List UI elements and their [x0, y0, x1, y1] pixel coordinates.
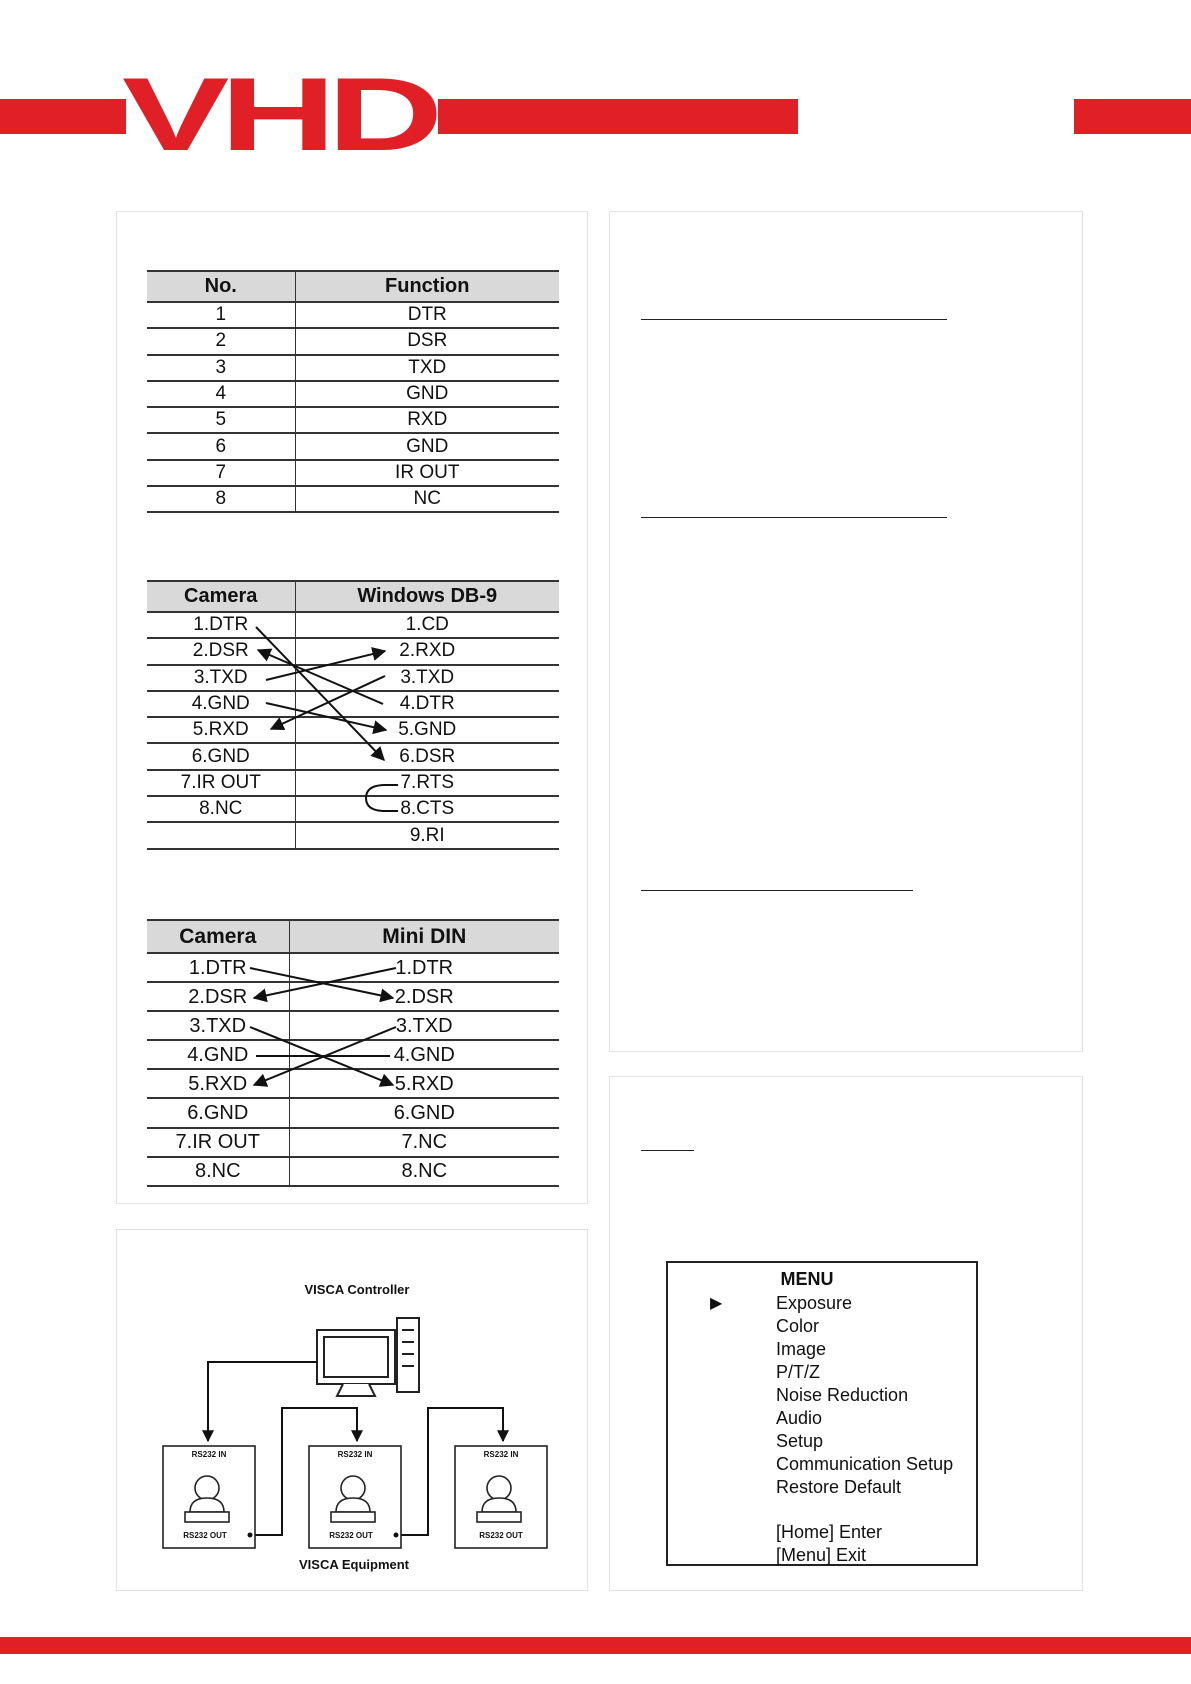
mini-din-pin: 1.DTR: [289, 953, 559, 982]
cam3-in-label: RS232 IN: [483, 1450, 519, 1459]
menu-item-audio[interactable]: Audio: [776, 1408, 823, 1428]
menu-item-restore-default[interactable]: Restore Default: [776, 1477, 902, 1497]
header-no: No.: [147, 271, 295, 302]
menu-hint-exit: [Menu] Exit: [776, 1545, 867, 1565]
camera-pin: 8.NC: [147, 1157, 289, 1186]
camera-pin: 6.GND: [147, 1098, 289, 1127]
pin-no: 4: [147, 381, 295, 407]
mini-din-pin: 4.GND: [289, 1040, 559, 1069]
header-camera: Camera: [147, 920, 289, 953]
footer-bar: [0, 1637, 1191, 1654]
link-controller-cam1: [208, 1362, 317, 1441]
mini-din-pin: 2.DSR: [289, 982, 559, 1011]
pin-no: 1: [147, 302, 295, 328]
db9-pin: 9.RI: [295, 822, 559, 848]
pin-no: 5: [147, 407, 295, 433]
pin-function: RXD: [295, 407, 559, 433]
visca-equipment-label: VISCA Equipment: [298, 1557, 410, 1572]
camera-pin: 7.IR OUT: [147, 770, 295, 796]
pin-function: NC: [295, 486, 559, 512]
menu-item-setup[interactable]: Setup: [776, 1431, 824, 1451]
db9-pin: 2.RXD: [295, 638, 559, 664]
pin-no: 6: [147, 433, 295, 459]
header-camera: Camera: [147, 581, 295, 612]
menu-item-ptz[interactable]: P/T/Z: [776, 1362, 820, 1382]
pin-no: 3: [147, 355, 295, 381]
visca-controller-label: VISCA Controller: [304, 1282, 410, 1297]
mini-din-pin: 7.NC: [289, 1128, 559, 1157]
computer-icon: [317, 1318, 419, 1396]
cam2-in-label: RS232 IN: [337, 1450, 373, 1459]
menu-item-exposure[interactable]: Exposure: [776, 1293, 853, 1313]
pin-function: GND: [295, 433, 559, 459]
osd-menu: [666, 1261, 978, 1566]
db9-pin: 7.RTS: [295, 770, 559, 796]
menu-title: MENU: [780, 1269, 834, 1289]
camera-pin: 8.NC: [147, 796, 295, 822]
camera-pin: 7.IR OUT: [147, 1128, 289, 1157]
camera-pin: 4.GND: [147, 691, 295, 717]
pin-function: IR OUT: [295, 460, 559, 486]
mini-din-pin: 6.GND: [289, 1098, 559, 1127]
header-mini-din: Mini DIN: [289, 920, 559, 953]
pin-no: 7: [147, 460, 295, 486]
header-db9: Windows DB-9: [295, 581, 559, 612]
pin-no: 2: [147, 328, 295, 354]
camera-pin: 2.DSR: [147, 638, 295, 664]
db9-pin: 3.TXD: [295, 665, 559, 691]
camera-pin: 6.GND: [147, 743, 295, 769]
db9-pin: 4.DTR: [295, 691, 559, 717]
camera-pin: 3.TXD: [147, 665, 295, 691]
mini-din-pin: 5.RXD: [289, 1069, 559, 1098]
camera-pin: 4.GND: [147, 1040, 289, 1069]
camera-pin: 5.RXD: [147, 1069, 289, 1098]
pin-function: DTR: [295, 302, 559, 328]
camera-pin: 1.DTR: [147, 612, 295, 638]
camera-pin: 2.DSR: [147, 982, 289, 1011]
menu-item-color[interactable]: Color: [776, 1316, 820, 1336]
header-function: Function: [295, 271, 559, 302]
logo-text: VHD: [122, 72, 437, 156]
camera-pin: 1.DTR: [147, 953, 289, 982]
db9-pin: 5.GND: [295, 717, 559, 743]
cam1-out-label: RS232 OUT: [183, 1531, 227, 1540]
menu-item-image[interactable]: Image: [776, 1339, 827, 1359]
db9-pin: 1.CD: [295, 612, 559, 638]
pin-function: DSR: [295, 328, 559, 354]
db9-pin: 8.CTS: [295, 796, 559, 822]
pin-function: GND: [295, 381, 559, 407]
menu-hint-enter: [Home] Enter: [776, 1522, 883, 1542]
camera-pin: 3.TXD: [147, 1011, 289, 1040]
menu-item-noise-reduction[interactable]: Noise Reduction: [776, 1385, 909, 1405]
cam1-in-label: RS232 IN: [191, 1450, 227, 1459]
mini-din-pin: 8.NC: [289, 1157, 559, 1186]
selected-arrow-icon: ▶: [710, 1295, 723, 1312]
camera-pin: 5.RXD: [147, 717, 295, 743]
mini-din-pin: 3.TXD: [289, 1011, 559, 1040]
menu-item-communication-setup[interactable]: Communication Setup: [776, 1454, 954, 1474]
pin-function: TXD: [295, 355, 559, 381]
cam2-out-label: RS232 OUT: [329, 1531, 373, 1540]
db9-pin: 6.DSR: [295, 743, 559, 769]
pin-no: 8: [147, 486, 295, 512]
cam3-out-label: RS232 OUT: [479, 1531, 523, 1540]
